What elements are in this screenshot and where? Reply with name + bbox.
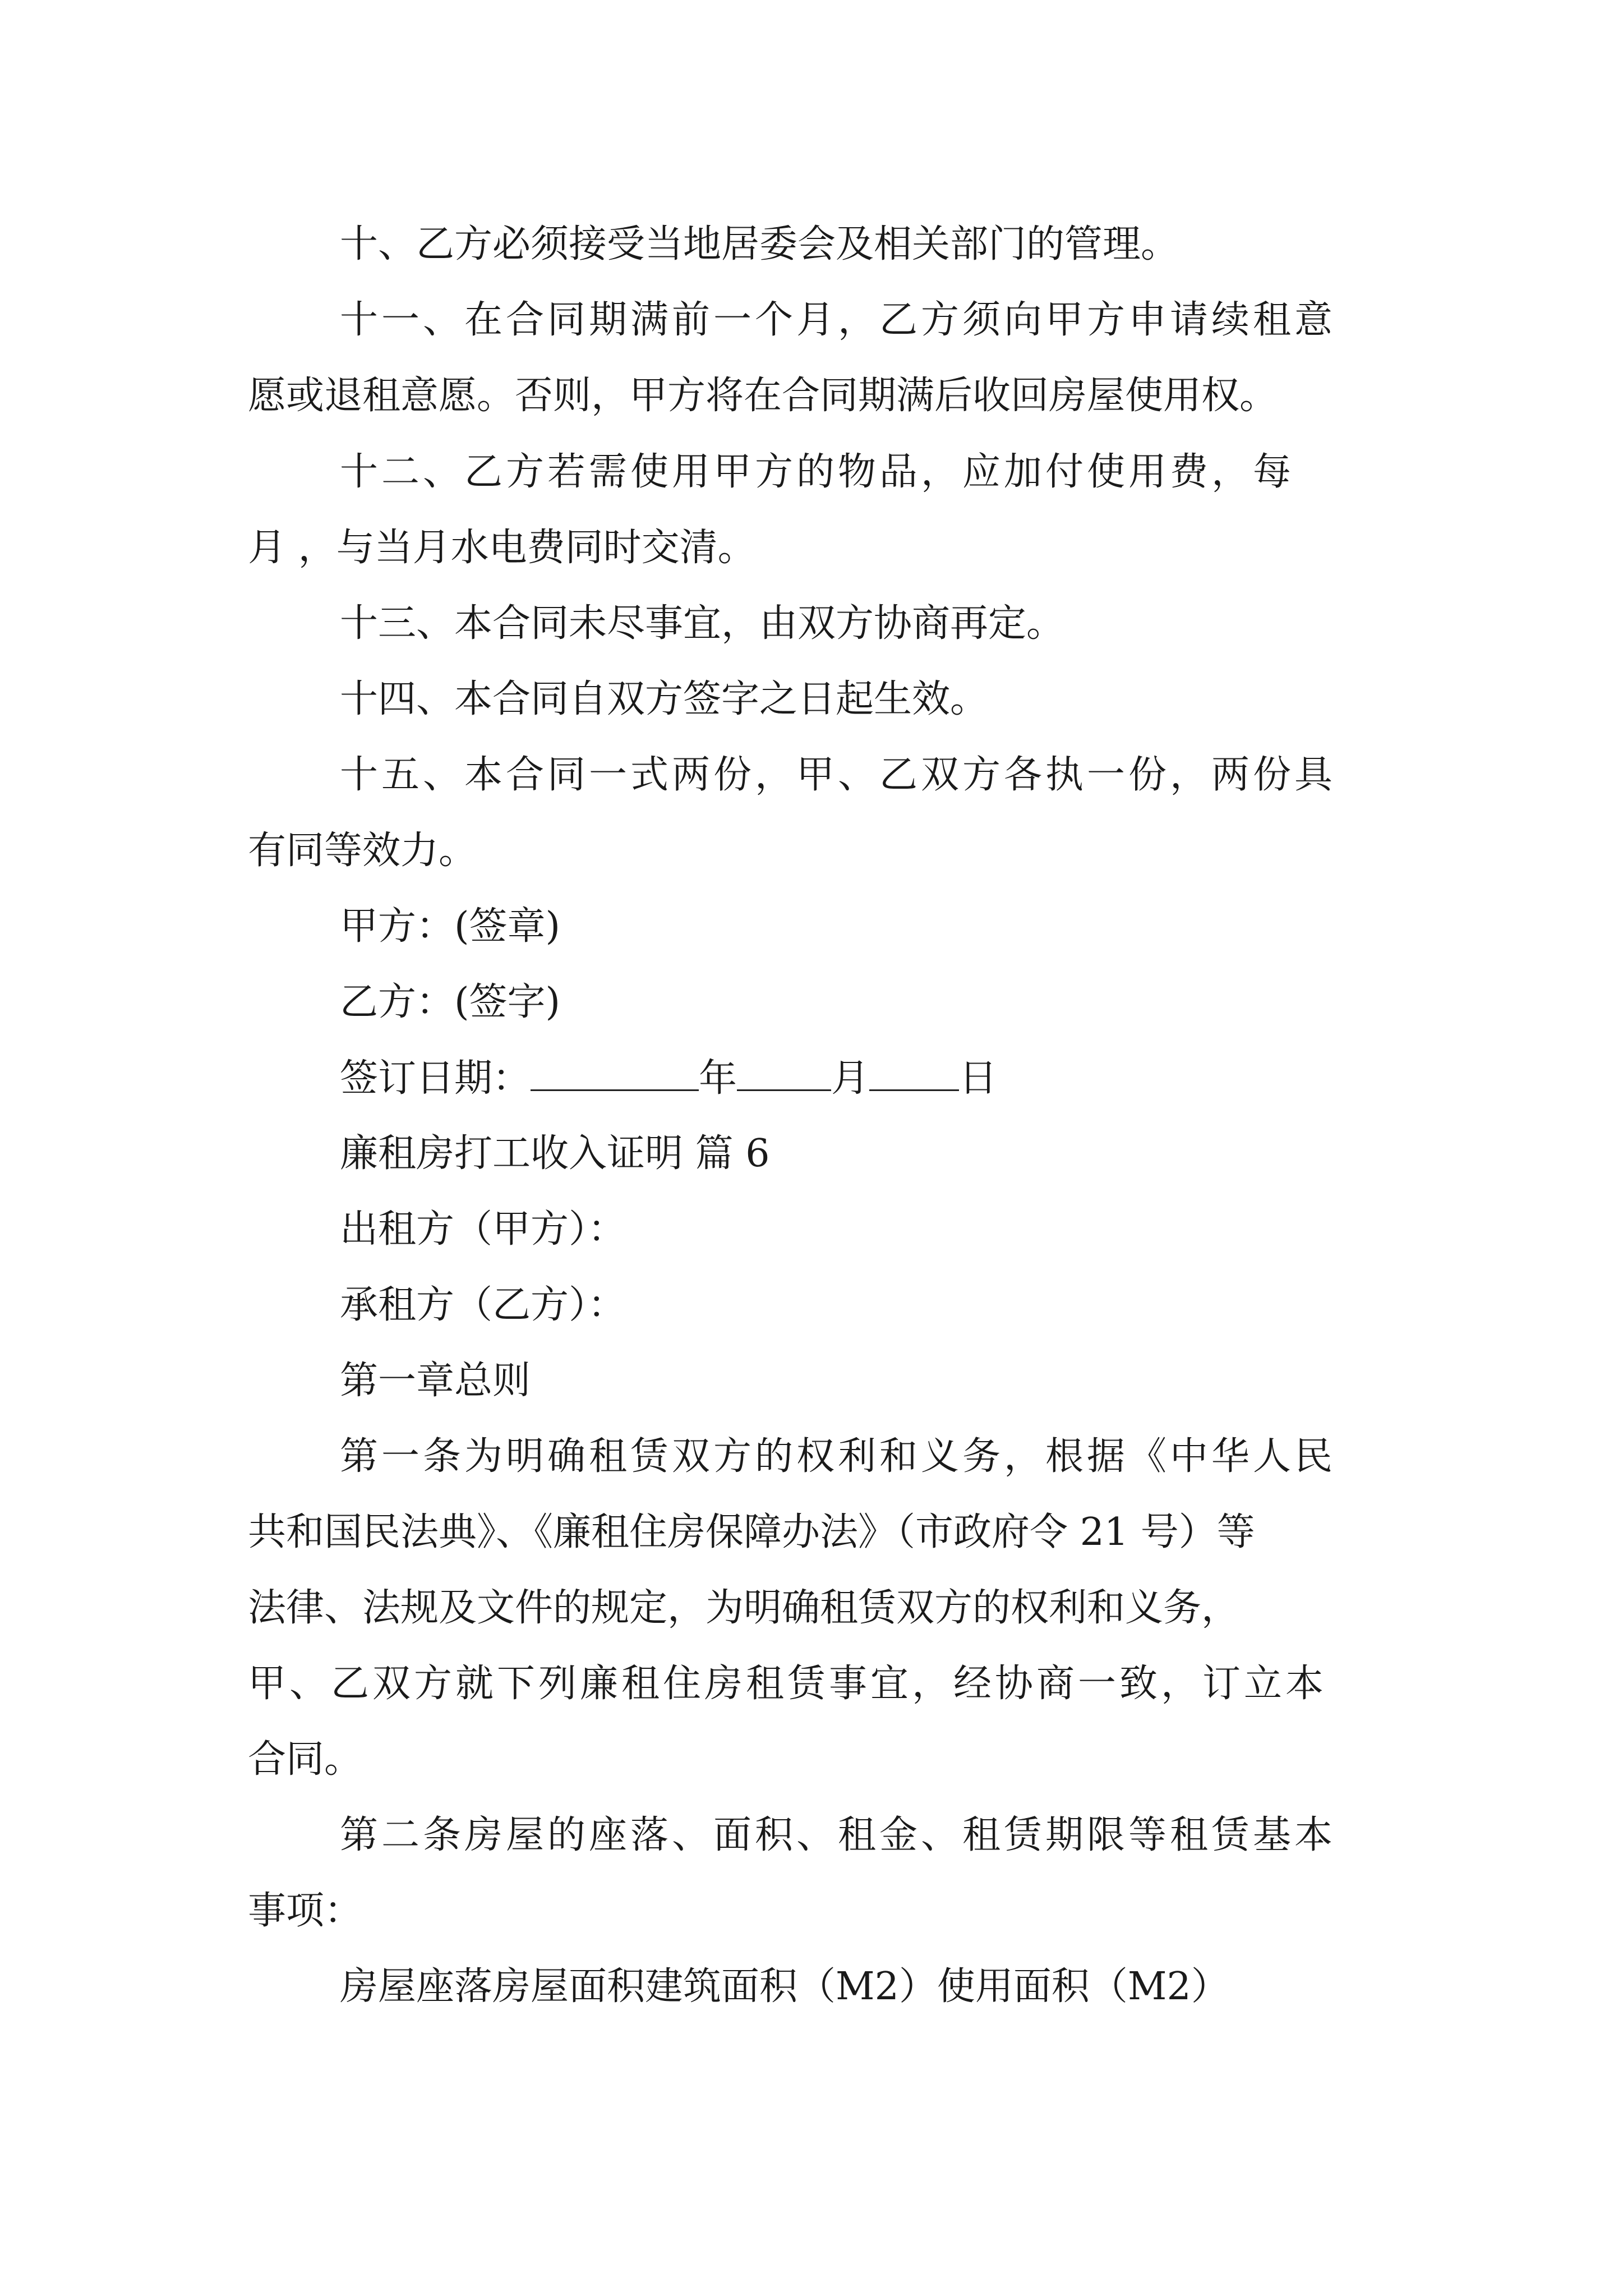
lessor-line: 出租方（甲方）：	[340, 1207, 626, 1251]
article-1-line-4: 甲、乙双方就下列廉租住房租赁事宜，经协商一致，订立本	[248, 1662, 1327, 1706]
clause-10: 十、乙方必须接受当地居委会及相关部门的管理。	[340, 222, 1179, 266]
day-blank	[869, 1059, 959, 1091]
signing-date-label: 签订日期：	[340, 1056, 531, 1101]
year-blank	[531, 1059, 699, 1091]
clause-11-line-1: 十一、在合同期满前一个月，乙方须向甲方申请续租意	[340, 298, 1336, 342]
month-label: 月	[831, 1056, 870, 1101]
clause-15-line-2: 有同等效力。	[248, 829, 477, 873]
day-label: 日	[959, 1056, 998, 1101]
article-1-line-3: 法律、法规及文件的规定，为明确租赁双方的权利和义务，	[248, 1586, 1240, 1630]
section-heading: 廉租房打工收入证明 篇 6	[340, 1131, 770, 1176]
clause-14: 十四、本合同自双方签字之日起生效。	[340, 677, 989, 721]
signing-date	[340, 1056, 998, 1101]
chapter-heading: 第一章总则	[340, 1359, 531, 1403]
clause-11-line-2: 愿或退租意愿。否则，甲方将在合同期满后收回房屋使用权。	[248, 374, 1278, 418]
clause-13: 十三、本合同未尽事宜，由双方协商再定。	[340, 601, 1065, 646]
clause-15-line-1: 十五、本合同一式两份，甲、乙双方各执一份，两份具	[340, 753, 1336, 797]
article-1-line-1: 第一条为明确租赁双方的权利和义务，根据《中华人民	[340, 1434, 1336, 1479]
article-1-line-5: 合同。	[248, 1737, 363, 1782]
property-table-header: 房屋座落房屋面积建筑面积（M2）使用面积（M2）	[340, 1964, 1229, 2009]
year-label: 年	[699, 1056, 737, 1101]
article-2-line-1: 第二条房屋的座落、面积、租金、租赁期限等租赁基本	[340, 1813, 1336, 1857]
clause-12-line-1: 十二、乙方若需使用甲方的物品，应加付使用费，每	[340, 450, 1295, 494]
lessee-line: 承租方（乙方）：	[340, 1283, 626, 1327]
month-blank	[737, 1059, 831, 1091]
article-2-line-2: 事项：	[248, 1889, 363, 1933]
article-1-line-2: 共和国民法典》、《廉租住房保障办法》（市政府令 21 号）等	[248, 1510, 1255, 1554]
party-b-signature: 乙方：(签字)	[340, 980, 561, 1024]
party-a-signature: 甲方：(签章)	[340, 904, 561, 949]
clause-12-line-2: 月 ，与当月水电费同时交清。	[248, 526, 756, 570]
